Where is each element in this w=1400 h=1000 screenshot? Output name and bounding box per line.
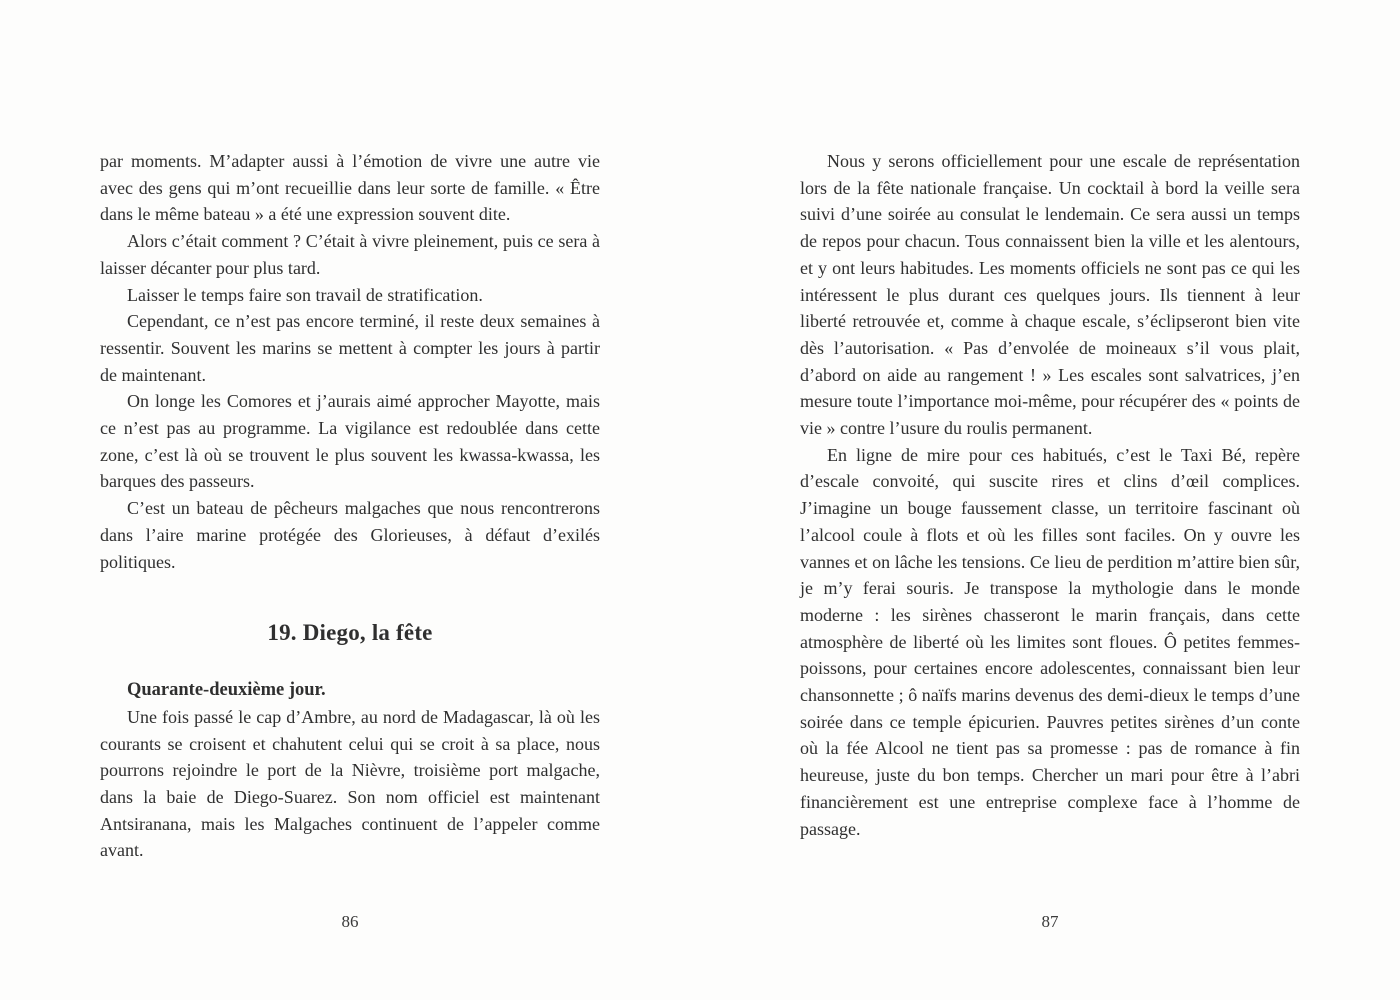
paragraph: Nous y serons officiellement pour une escale de représentation lors de la fête nationale française. Un cocktail à bord la veille sera suivi d’une soirée au consulat le lendemain. Ce sera aussi un temps de repos pour chacun. Tous connaissent bien la ville et les alentours, et y ont leurs habitudes. Les moments officiels ne sont pas ce qui les intéressent le plus durant ces quelques jours. Ils tiennent à leur liberté retrouvée et, comme à chaque escale, s’éclipseront bien vite dès l’autorisation. « Pas d’envolée de moineaux s’il vous plait, d’abord on aide au rangement ! » Les escales sont salvatrices, j’en mesure toute l’importance moi-même, pour récupérer des « points de vie » contre l’usure du roulis permanent. [800, 151, 1300, 439]
paragraph: On longe les Comores et j’aurais aimé approcher Mayotte, mais ce n’est pas au programme. La vigilance est redoublée dans cette zone, c’est là où se trouvent le plus souvent les kwassa-kwassa, les barques des passeurs. [100, 391, 600, 492]
paragraph: Alors c’était comment ? C’était à vivre pleinement, puis ce sera à laisser décanter pour plus tard. [100, 231, 600, 278]
page-number-right: 87 [1041, 912, 1059, 931]
page-right-text [800, 148, 1300, 842]
paragraph: par moments. M’adapter aussi à l’émotion de vivre une autre vie avec des gens qui m’ont recueillie dans leur sorte de famille. « Être dans le même bateau » a été une expression souvent dite. [100, 151, 600, 225]
paragraph: Laisser le temps faire son travail de stratification. [127, 284, 483, 305]
paragraph: En ligne de mire pour ces habitués, c’est le Taxi Bé, repère d’escale convoité, qui suscite rires et clins d’œil complices. J’imagine un bouge faussement classe, un territoire fascinant où l’alcool coule à flots et où les filles sont faciles. On y ouvre les vannes et on lâche les tensions. Ce lieu de perdition m’attire bien sûr, je m’y ferai souris. Je transpose la mythologie dans le monde moderne : les sirènes chasseront le marin français, dans cette atmosphère de liberté où les limites sont floues. Ô petites femmes-poissons, pour certaines encore adolescentes, connaissant bien leur chansonnette ; ô naïfs marins devenus des demi-dieux le temps d’une soirée dans ce temple épicurien. Pauvres petites sirènes d’un conte où la fée Alcool ne tient pas sa promesse : pas de romance à fin heureuse, juste du bon temps. Chercher un mari pour être à l’abri financièrement est une entreprise complexe face à l’homme de passage. [800, 444, 1300, 839]
paragraph: Une fois passé le cap d’Ambre, au nord de Madagascar, là où les courants se croisent et chahutent celui qui se croit à sa place, nous pourrons rejoindre le port de la Nièvre, troisième port malgache, dans la baie de Diego-Suarez. Son nom officiel est maintenant Antsiranana, mais les Malgaches continuent de l’appeler comme avant. [100, 706, 600, 861]
paragraph: C’est un bateau de pêcheurs malgaches que nous rencontrerons dans l’aire marine protégée des Glorieuses, à défaut d’exilés politiques. [100, 498, 600, 572]
chapter-heading: 19. Diego, la fête [267, 620, 433, 646]
day-subheading: Quarante-deuxième jour. [127, 680, 326, 701]
page-left-text [100, 148, 600, 864]
page-number-left: 86 [341, 912, 359, 931]
paragraph: Cependant, ce n’est pas encore terminé, il reste deux semaines à ressentir. Souvent les marins se mettent à compter les jours à partir de maintenant. [100, 311, 600, 385]
